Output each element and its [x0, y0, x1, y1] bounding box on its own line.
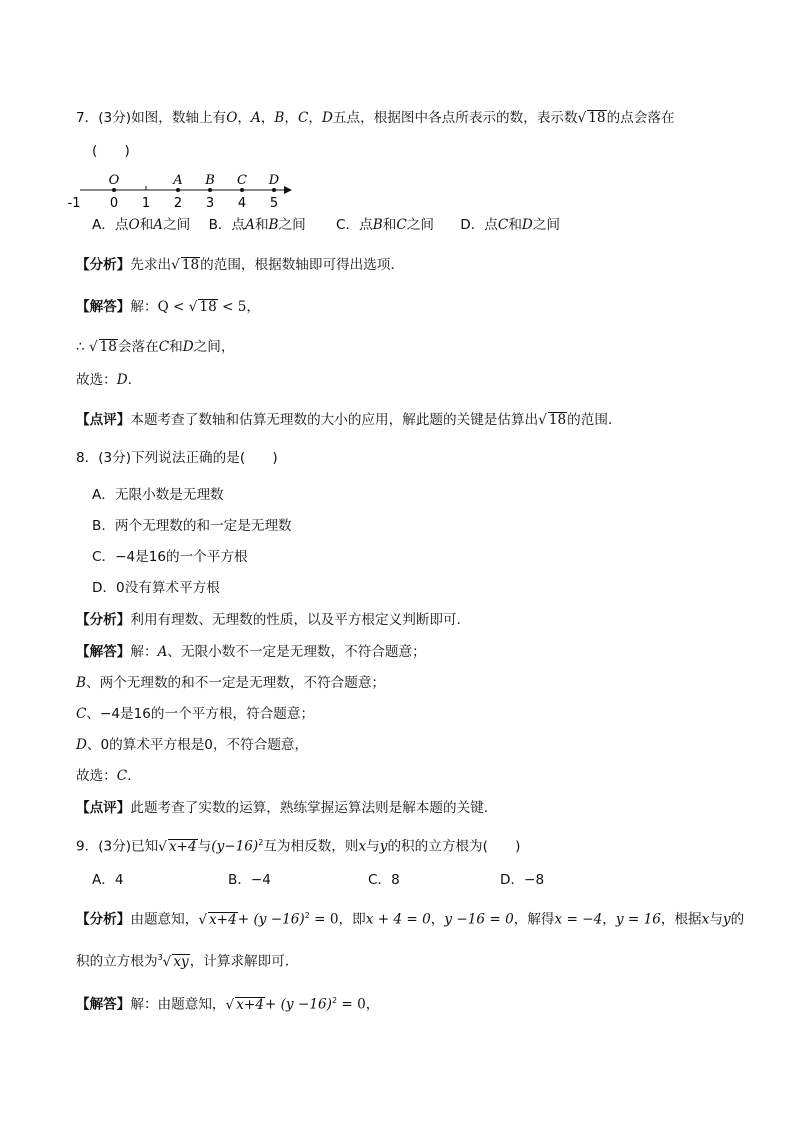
q7-option-c: C．点B和C之间	[336, 217, 434, 233]
q8-option-a: A．无限小数是无理数	[92, 487, 224, 503]
q7-option-a: A．点O和A之间	[92, 217, 191, 233]
q7-option-d: D．点C和D之间	[460, 217, 560, 233]
q7-comment: 【点评】本题考查了数轴和估算无理数的大小的应用，解此题的关键是估算出√ 18的范围．	[76, 412, 622, 428]
q9-stem: 9．(3分)已知√ x+4与$(y-16)^2$互为相反数，则x与y的积的立方根为( )	[76, 838, 521, 855]
q8-option-b: B．两个无理数的和一定是无理数	[92, 518, 292, 534]
q8-choose: 故选：C．	[76, 768, 141, 784]
number-line-figure	[67, 166, 300, 211]
number-line-arrow-icon	[284, 186, 292, 194]
q7-choose: 故选：D．	[76, 372, 142, 388]
q8-answer-b: B、两个无理数的和不一定是无理数，不符合题意；	[76, 675, 386, 691]
q9-analysis-2: 积的立方根为$^3$√ xy，计算求解即可．	[76, 953, 299, 970]
q7-answer-fall: ∴ √ 18会落在C和D之间，	[76, 339, 235, 355]
number-line-tick-label: 3	[205, 196, 215, 211]
q9-option-b: B．−4	[228, 872, 271, 888]
number-line-point-label: D	[268, 173, 280, 188]
q8-answer-d: D、0的算术平方根是0，不符合题意，	[76, 737, 309, 753]
number-line-point-label: C	[237, 173, 247, 188]
q8-answer: 【解答】解：A、无限小数不一定是无理数，不符合题意；	[76, 644, 426, 660]
number-line-svg	[67, 166, 300, 211]
q8-answer-c: C、−4是16的一个平方根，符合题意；	[76, 706, 315, 722]
number-line-point-label: B	[205, 173, 215, 188]
q7-stem: 7．(3分)如图，数轴上有O，A，B，C，D五点，根据图中各点所表示的数，表示数√ 18的点会落在	[76, 110, 675, 126]
number-line-point-label: A	[173, 173, 183, 188]
number-line-tick-label: 5	[269, 196, 279, 211]
q9-analysis: 【分析】由题意知，√ $x+4+ (y -16)^2 = 0$，即x + 4 = 0，y −16 = 0，解得x = −4，y = 16，根据x与y的	[76, 911, 745, 928]
number-line-tick-label: 4	[237, 196, 247, 211]
q7-options	[92, 215, 734, 235]
number-line-point	[176, 188, 180, 192]
number-line-tick-label: 2	[173, 196, 183, 211]
number-line-point	[272, 188, 276, 192]
number-line-tick-label: 0	[109, 196, 119, 211]
q9-option-c: C．8	[368, 872, 400, 888]
q9-answer: 【解答】解：由题意知，√ $x+4+ (y -16)^2 = 0$，	[76, 996, 380, 1013]
q7-analysis: 【分析】先求出√ 18的范围，根据数轴即可得出选项．	[76, 257, 405, 273]
number-line-point	[112, 188, 116, 192]
q7-answer: 【解答】解：Q < √ 18 < 5，	[76, 299, 261, 315]
q8-stem: 8．(3分)下列说法正确的是( )	[76, 450, 278, 466]
q8-option-c: C．−4是16的一个平方根	[92, 549, 248, 565]
number-line-point-label: O	[108, 173, 120, 188]
q7-paren: ( )	[92, 143, 130, 159]
number-line-tick-label: 1	[141, 196, 151, 211]
number-line-tick-label: -1	[67, 196, 81, 211]
q8-comment: 【点评】此题考查了实数的运算，熟练掌握运算法则是解本题的关键．	[76, 800, 498, 816]
number-line-point	[240, 188, 244, 192]
q8-analysis: 【分析】利用有理数、无理数的性质，以及平方根定义判断即可．	[76, 612, 471, 628]
q8-option-d: D．0没有算术平方根	[92, 580, 220, 596]
q9-options	[92, 870, 734, 890]
q7-option-b: B．点A和B之间	[208, 217, 306, 233]
number-line-point	[208, 188, 212, 192]
q9-option-d: D．−8	[500, 872, 545, 888]
q9-option-a: A．4	[92, 872, 124, 888]
